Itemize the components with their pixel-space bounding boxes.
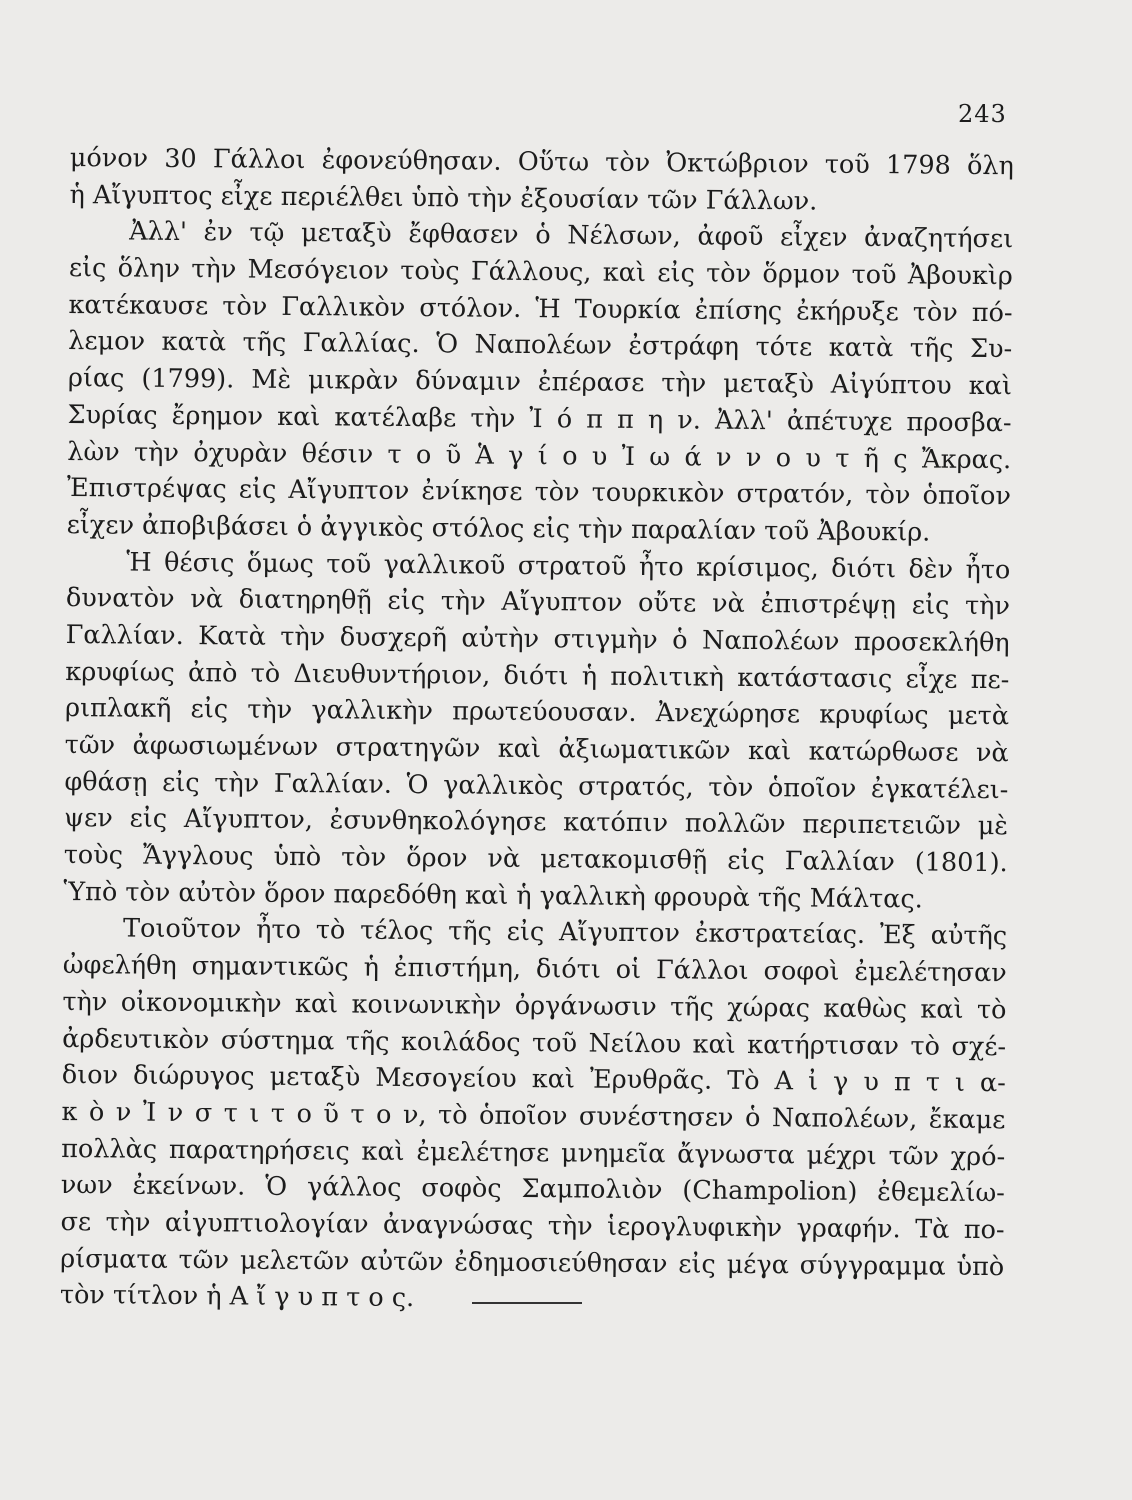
text-line: λὼν τὴν ὀχυρὰν θέσιν τ ο ῦ Ἁ γ ί ο υ Ἰ ω ά ν ν ο υ τ ῆ ς Ἄκρας. (67, 436, 1012, 475)
text-line: ἀρδευτικὸν σύστημα τῆς κοιλάδος τοῦ Νείλου καὶ κατήρτισαν τὸ σχέ- (62, 1023, 1007, 1062)
text-line: κ ὸ ν Ἰ ν σ τ ι τ ο ῦ τ ο ν, τὸ ὁποῖον συνέστησεν ὁ Ναπολέων, ἔκαμε (61, 1096, 1006, 1136)
closing-rule (472, 1302, 582, 1304)
text-line: Τοιοῦτον ἦτο τὸ τέλος τῆς εἰς Αἴγυπτον ἐκστρατείας. Ἐξ αὐτῆς (122, 913, 1008, 952)
text-line: τὴν οἰκονομικὴν καὶ κοινωνικὴν ὀργάνωσιν τῆς χώρας καθὼς καὶ τὸ (62, 986, 1007, 1026)
text-line: τῶν ἀφωσιωμένων στρατηγῶν καὶ ἀξιωματικῶν καὶ κατώρθωσε νὰ (64, 729, 1009, 769)
text-line: Ἐπιστρέψας εἰς Αἴγυπτον ἐνίκησε τὸν τουρκικὸν στρατόν, τὸν ὁποῖον (66, 473, 1012, 512)
text-line: Ἀλλ' ἐν τῷ μεταξὺ ἔφθασεν ὁ Νέλσων, ἀφοῦ εἶχεν ἀναζητήσει (129, 216, 1014, 255)
text-line: μόνον 30 Γάλλοι ἐφονεύθησαν. Οὕτω τὸν Ὀκτώβριον τοῦ 1798 ὅλη (69, 142, 1014, 182)
text-line: τὸν τίτλον ἡ Α ἴ γ υ π τ ο ς. (59, 1280, 415, 1314)
text-line: πολλὰς παρατηρήσεις καὶ ἐμελέτησε μνημεῖα ἄγνωστα μέχρι τῶν χρό- (61, 1133, 1006, 1172)
text-line: ὠφελήθη σημαντικῶς ἡ ἐπιστήμη, διότι οἱ Γάλλοι σοφοὶ ἐμελέτησαν (62, 950, 1007, 989)
text-line: ρίας (1799). Μὲ μικρὰν δύναμιν ἐπέρασε τὴν μεταξὺ Αἰγύπτου καὶ (67, 363, 1013, 402)
text-line: ψεν εἰς Αἴγυπτον, ἐσυνθηκολόγησε κατόπιν πολλῶν περιπετειῶν μὲ (63, 803, 1009, 842)
text-line: Ὑπὸ τὸν αὐτὸν ὅρον παρεδόθη καὶ ἡ γαλλικὴ φρουρὰ τῆς Μάλτας. (63, 876, 923, 915)
text-line: ρίσματα τῶν μελετῶν αὐτῶν ἐδημοσιεύθησαν εἰς μέγα σύγγραμμα ὑπὸ (60, 1243, 1005, 1282)
text-line: ριπλακῆ εἰς τὴν γαλλικὴν πρωτεύουσαν. Ἀνεχώρησε κρυφίως μετὰ (64, 693, 1010, 732)
text-line: κρυφίως ἀπὸ τὸ Διευθυντήριον, διότι ἡ πολιτικὴ κατάστασις εἶχε πε- (65, 656, 1010, 695)
text-line: νων ἐκείνων. Ὁ γάλλος σοφὸς Σαμπολιὸν (Champolion) ἐθεμελίω- (60, 1170, 1005, 1209)
text-line: εἶχεν ἀποβιβάσει ὁ ἀγγικὸς στόλος εἰς τὴν παραλίαν τοῦ Ἀβουκίρ. (66, 509, 931, 548)
text-line: κατέκαυσε τὸν Γαλλικὸν στόλον. Ἡ Τουρκία ἐπίσης ἐκήρυξε τὸν πό- (68, 289, 1013, 328)
body-text (60, 140, 1014, 1322)
text-line: Ἡ θέσις ὅμως τοῦ γαλλικοῦ στρατοῦ ἦτο κρίσιμος, διότι δὲν ἦτο (126, 547, 1011, 585)
text-line: εἰς ὅλην τὴν Μεσόγειον τοὺς Γάλλους, καὶ εἰς τὸν ὅρμον τοῦ Ἀβουκὶρ (68, 253, 1013, 292)
text-line: ἡ Αἴγυπτος εἶχε περιέλθει ὑπὸ τὴν ἐξουσίαν τῶν Γάλλων. (69, 179, 818, 217)
text-line: λεμον κατὰ τῆς Γαλλίας. Ὁ Ναπολέων ἐστράφη τότε κατὰ τῆς Συ- (68, 326, 1013, 365)
page-number: 243 (958, 100, 1007, 128)
text-line: φθάσῃ εἰς τὴν Γαλλίαν. Ὁ γαλλικὸς στρατός, τὸν ὁποῖον ἐγκατέλει- (64, 766, 1009, 805)
text-line: Συρίας ἔρημον καὶ κατέλαβε τὴν Ἰ ό π π η ν. Ἀλλ' ἀπέτυχε προσβα- (67, 399, 1012, 439)
text-line: διον διώρυγος μεταξὺ Μεσογείου καὶ Ἐρυθρᾶς. Τὸ Α ἰ γ υ π τ ι α- (61, 1060, 1006, 1099)
text-line: δυνατὸν νὰ διατηρηθῇ εἰς τὴν Αἴγυπτον οὔτε νὰ ἐπιστρέψῃ εἰς τὴν (65, 583, 1011, 622)
text-line: Γαλλίαν. Κατὰ τὴν δυσχερῆ αὐτὴν στιγμὴν ὁ Ναπολέων προσεκλήθη (65, 619, 1010, 659)
text-line: σε τὴν αἰγυπτιολογίαν ἀναγνώσας τὴν ἱερογλυφικὴν γραφήν. Τὰ πο- (60, 1206, 1005, 1246)
text-line: τοὺς Ἄγγλους ὑπὸ τὸν ὅρον νὰ μετακομισθῇ εἰς Γαλλίαν (1801). (63, 840, 1008, 879)
